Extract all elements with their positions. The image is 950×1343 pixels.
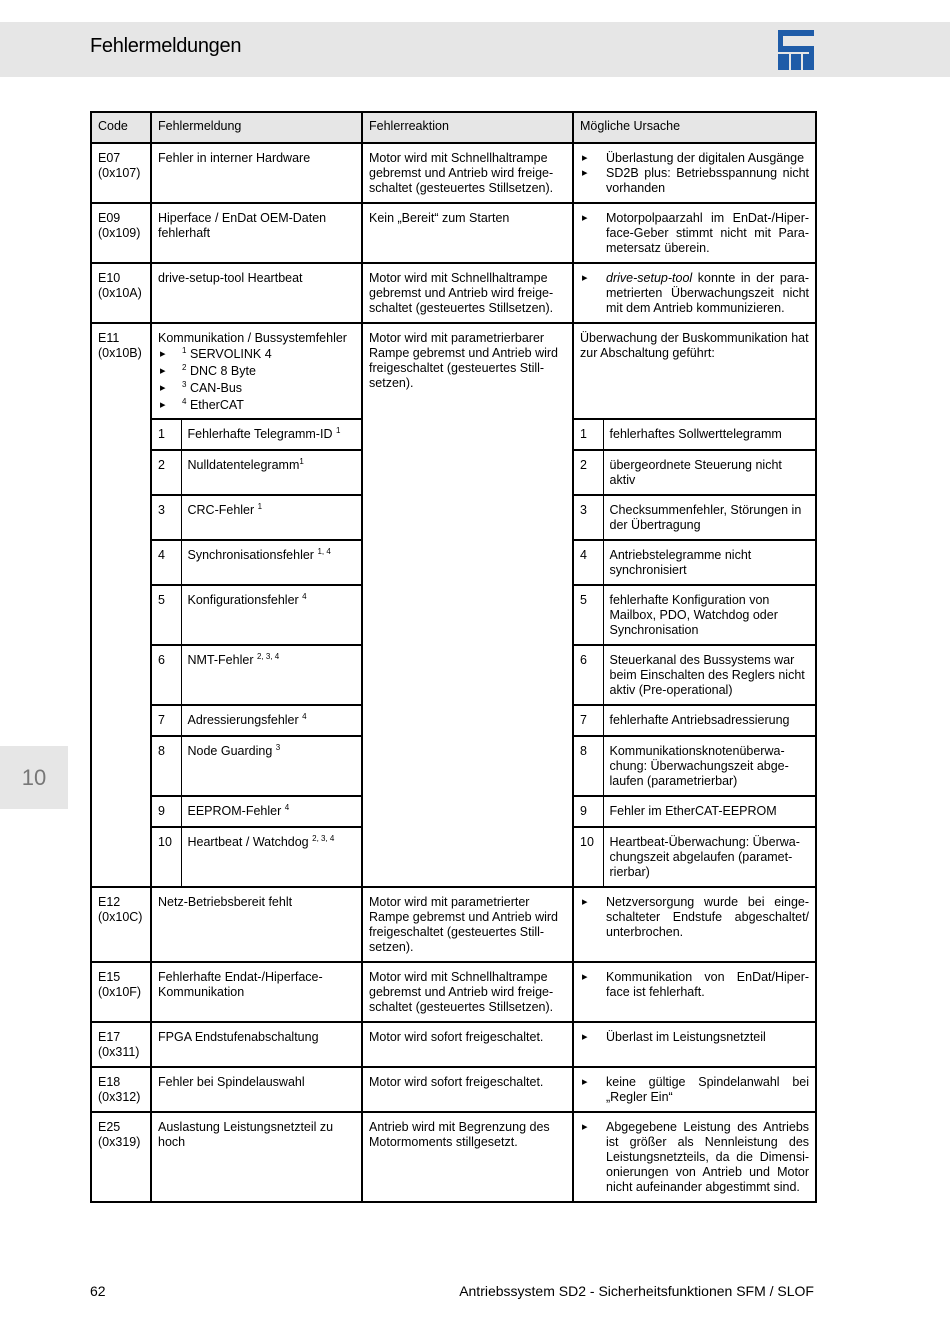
column-header-reaction: Fehlerreaktion <box>362 112 573 143</box>
column-header-code: Code <box>91 112 151 143</box>
error-code: E11 (0x10B) <box>91 323 151 887</box>
sub-error-row: 4 Synchronisationsfehler $^{1, 4}$ 4 Antriebstelegramme nicht synchronisiert <box>91 540 816 585</box>
error-message: Hiperface / EnDat OEM-Daten fehlerhaft <box>151 203 362 263</box>
error-cause: ▸ Überlastung der digitalen Ausgänge ▸ SD2B plus: Betriebsspannung nicht vorhanden <box>573 143 816 203</box>
error-message: Fehler in interner Hardware <box>151 143 362 203</box>
error-reaction: Motor wird mit parametrierter Rampe gebremst und Antrieb wird freigeschaltet (gesteuertes Still-setzen). <box>362 887 573 962</box>
document-title: Antriebssystem SD2 - Sicherheitsfunktionen SFM / SLOF <box>459 1283 814 1299</box>
error-message: Fehler bei Spindelauswahl <box>151 1067 362 1112</box>
page-number: 62 <box>90 1283 106 1299</box>
page-title: Fehlermeldungen <box>90 35 242 57</box>
sub-error-row: 2 Nulldatentelegramm$^1$ 2 übergeordnete Steuerung nicht aktiv <box>91 450 816 495</box>
bus-item: ▸ $^2$ DNC 8 Byte <box>158 363 355 380</box>
error-code: E10 (0x10A) <box>91 263 151 323</box>
error-code: E07 (0x107) <box>91 143 151 203</box>
chapter-tab: 10 <box>0 746 68 809</box>
error-message: FPGA Endstufenabschaltung <box>151 1022 362 1067</box>
error-cause: ▸ Netzversorgung wurde bei einge-schalteter Endstufe abgeschaltet/ unterbrochen. <box>573 887 816 962</box>
error-code: E15 (0x10F) <box>91 962 151 1022</box>
error-code: E12 (0x10C) <box>91 887 151 962</box>
sub-error-row: 9 EEPROM-Fehler $^4$ 9 Fehler im EtherCAT-EEPROM <box>91 796 816 827</box>
page-header <box>0 22 950 77</box>
table-row <box>91 263 816 323</box>
sub-error-row: 6 NMT-Fehler $^{2, 3, 4}$ 6 Steuerkanal des Bussystems war beim Einschalten des Reglers nicht aktiv (Pre-operational) <box>91 645 816 705</box>
error-code: E18 (0x312) <box>91 1067 151 1112</box>
table-row <box>91 1022 816 1067</box>
error-reaction: Motor wird sofort freigeschaltet. <box>362 1022 573 1067</box>
sub-error-row: 8 Node Guarding $^3$ 8 Kommunikationsknotenüberwa-chung: Überwachungszeit abge-laufen (parametrierbar) <box>91 736 816 796</box>
sub-error-row: 10 Heartbeat / Watchdog $^{2, 3, 4}$ 10 Heartbeat-Überwachung: Überwa-chungszeit abgelaufen (paramet-rierbar) <box>91 827 816 887</box>
error-cause: ▸ Abgegebene Leistung des Antriebs ist größer als Nennleistung des Leistungsnetzteils, da die Dimensi-onierungen von Antrieb und Motor nicht aufeinander abgestimmt sind. <box>573 1112 816 1202</box>
company-logo-icon <box>778 30 814 70</box>
error-reaction: Kein „Bereit“ zum Starten <box>362 203 573 263</box>
error-reaction: Motor wird mit Schnellhaltrampe gebremst und Antrieb wird freige-schaltet (gesteuertes Stillsetzen). <box>362 263 573 323</box>
table-row <box>91 203 816 263</box>
sub-error-row: 3 CRC-Fehler $^1$ 3 Checksummenfehler, Störungen in der Übertragung <box>91 495 816 540</box>
table-row <box>91 1067 816 1112</box>
error-cause: ▸ Kommunikation von EnDat/Hiper-face ist fehlerhaft. <box>573 962 816 1022</box>
bus-item: ▸ $^3$ CAN-Bus <box>158 380 355 397</box>
table-row <box>91 143 816 203</box>
error-reaction: Motor wird mit parametrierbarer Rampe gebremst und Antrieb wird freigeschaltet (gesteuertes Still-setzen). <box>362 323 573 887</box>
error-cause: ▸ Motorpolpaarzahl im EnDat-/Hiper-face-Geber stimmt nicht mit Para-metersatz überein. <box>573 203 816 263</box>
error-cause: ▸ Überlast im Leistungsnetzteil <box>573 1022 816 1067</box>
sub-error-row: 5 Konfigurationsfehler $^4$ 5 fehlerhafte Konfiguration von Mailbox, PDO, Watchdog oder Synchronisation <box>91 585 816 645</box>
error-code: E09 (0x109) <box>91 203 151 263</box>
error-message: Fehlerhafte Endat-/Hiperface-Kommunikation <box>151 962 362 1022</box>
error-message: Netz-Betriebsbereit fehlt <box>151 887 362 962</box>
bus-item: ▸ $^4$ EtherCAT <box>158 397 355 414</box>
error-code: E25 (0x319) <box>91 1112 151 1202</box>
error-cause: Überwachung der Buskommunikation hat zur Abschaltung geführt: <box>573 323 816 419</box>
error-message: Auslastung Leistungsnetzteil zu hoch <box>151 1112 362 1202</box>
table-row <box>91 887 816 962</box>
error-code: E17 (0x311) <box>91 1022 151 1067</box>
error-reaction: Antrieb wird mit Begrenzung des Motormoments stillgesetzt. <box>362 1112 573 1202</box>
table-row <box>91 323 816 419</box>
error-reaction: Motor wird mit Schnellhaltrampe gebremst und Antrieb wird freige-schaltet (gesteuertes Stillsetzen). <box>362 143 573 203</box>
column-header-message: Fehlermeldung <box>151 112 362 143</box>
column-header-cause: Mögliche Ursache <box>573 112 816 143</box>
sub-error-row: 7 Adressierungsfehler $^4$ 7 fehlerhafte Antriebsadressierung <box>91 705 816 736</box>
error-reaction: Motor wird mit Schnellhaltrampe gebremst und Antrieb wird freige-schaltet (gesteuertes Stillsetzen). <box>362 962 573 1022</box>
error-message: drive-setup-tool Heartbeat <box>151 263 362 323</box>
bus-item: ▸ $^1$ SERVOLINK 4 <box>158 346 355 363</box>
sub-error-row: 1 Fehlerhafte Telegramm-ID $^1$ 1 fehlerhaftes Sollwerttelegramm <box>91 419 816 450</box>
table-header-row <box>91 112 816 143</box>
table-row <box>91 1112 816 1202</box>
table-row <box>91 962 816 1022</box>
error-cause: ▸ keine gültige Spindelanwahl bei „Regler Ein“ <box>573 1067 816 1112</box>
error-table <box>90 111 817 1203</box>
error-reaction: Motor wird sofort freigeschaltet. <box>362 1067 573 1112</box>
error-message: Kommunikation / Bussystemfehler ▸ $^1$ SERVOLINK 4 ▸ $^2$ DNC 8 Byte ▸ $^3$ CAN-Bus ▸ $^4$ EtherCAT <box>151 323 362 419</box>
error-cause: ▸ drive-setup-tool konnte in der para-metrierten Überwachungszeit nicht mit dem Antrieb kommunizieren. <box>573 263 816 323</box>
